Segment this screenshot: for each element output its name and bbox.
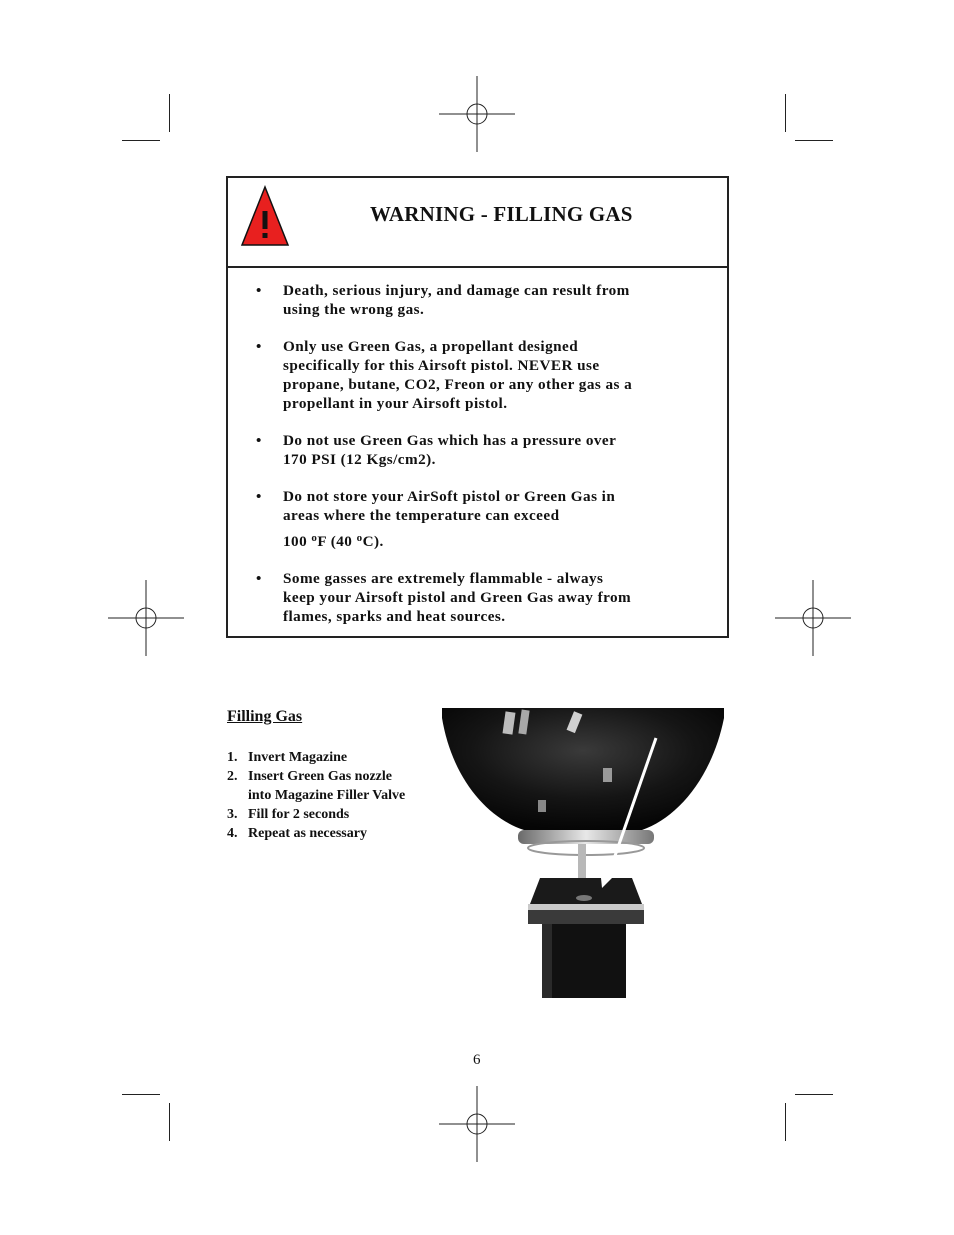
warning-text: specifically for this Airsoft pistol. NEVER use xyxy=(283,357,600,374)
degree-symbol: o xyxy=(356,532,363,544)
step-item xyxy=(227,767,405,805)
step-item xyxy=(227,824,405,843)
section-title: Filling Gas xyxy=(227,708,303,725)
step-item xyxy=(227,805,405,824)
warning-item xyxy=(254,337,704,413)
warning-text: Do not use Green Gas which has a pressure over xyxy=(283,432,617,449)
gas-filling-photo xyxy=(442,708,724,998)
page-number: 6 xyxy=(473,1052,481,1068)
step-text: Insert Green Gas nozzle xyxy=(248,769,392,784)
step-number: 1. xyxy=(227,750,238,765)
temperature-line xyxy=(283,529,704,551)
temp-unit-f: F (40 xyxy=(317,533,357,550)
degree-symbol: o xyxy=(311,532,318,544)
registration-mark-icon xyxy=(439,1086,515,1162)
step-number: 3. xyxy=(227,807,238,822)
registration-mark-icon xyxy=(108,580,184,656)
temp-value: 100 xyxy=(283,533,312,550)
warning-item xyxy=(254,487,704,551)
bullet-icon: • xyxy=(256,488,262,505)
exclamation-triangle-icon xyxy=(240,185,290,247)
warning-header xyxy=(228,178,727,268)
bullet-icon: • xyxy=(256,338,262,355)
step-number: 2. xyxy=(227,769,238,784)
warning-title: WARNING - FILLING GAS xyxy=(370,202,633,226)
step-item xyxy=(227,748,405,767)
bullet-icon: • xyxy=(256,432,262,449)
step-text: Invert Magazine xyxy=(248,750,348,765)
registration-mark-icon xyxy=(775,580,851,656)
warning-text: Some gasses are extremely flammable - always xyxy=(283,570,604,587)
temp-unit-c: C). xyxy=(362,533,384,550)
warning-text: areas where the temperature can exceed xyxy=(283,507,560,524)
steps-list xyxy=(227,748,405,843)
warning-item xyxy=(254,281,704,319)
warning-text: keep your Airsoft pistol and Green Gas away from xyxy=(283,589,632,606)
warning-text: 170 PSI (12 Kgs/cm2). xyxy=(283,451,436,468)
warning-list xyxy=(254,281,704,626)
warning-text: using the wrong gas. xyxy=(283,301,425,318)
warning-item xyxy=(254,431,704,469)
warning-item xyxy=(254,569,704,626)
warning-text: flames, sparks and heat sources. xyxy=(283,608,506,625)
warning-box xyxy=(226,176,729,638)
registration-mark-icon xyxy=(439,76,515,152)
bullet-icon: • xyxy=(256,282,262,299)
step-number: 4. xyxy=(227,826,238,841)
warning-text: propellant in your Airsoft pistol. xyxy=(283,395,508,412)
warning-text: propane, butane, CO2, Freon or any other gas as a xyxy=(283,376,633,393)
warning-text: Only use Green Gas, a propellant designed xyxy=(283,338,579,355)
step-text: into Magazine Filler Valve xyxy=(248,788,406,803)
warning-text: Death, serious injury, and damage can result from xyxy=(283,282,630,299)
step-text: Repeat as necessary xyxy=(248,826,367,841)
step-text: Fill for 2 seconds xyxy=(248,807,350,822)
bullet-icon: • xyxy=(256,570,262,587)
warning-text: Do not store your AirSoft pistol or Green Gas in xyxy=(283,488,616,505)
